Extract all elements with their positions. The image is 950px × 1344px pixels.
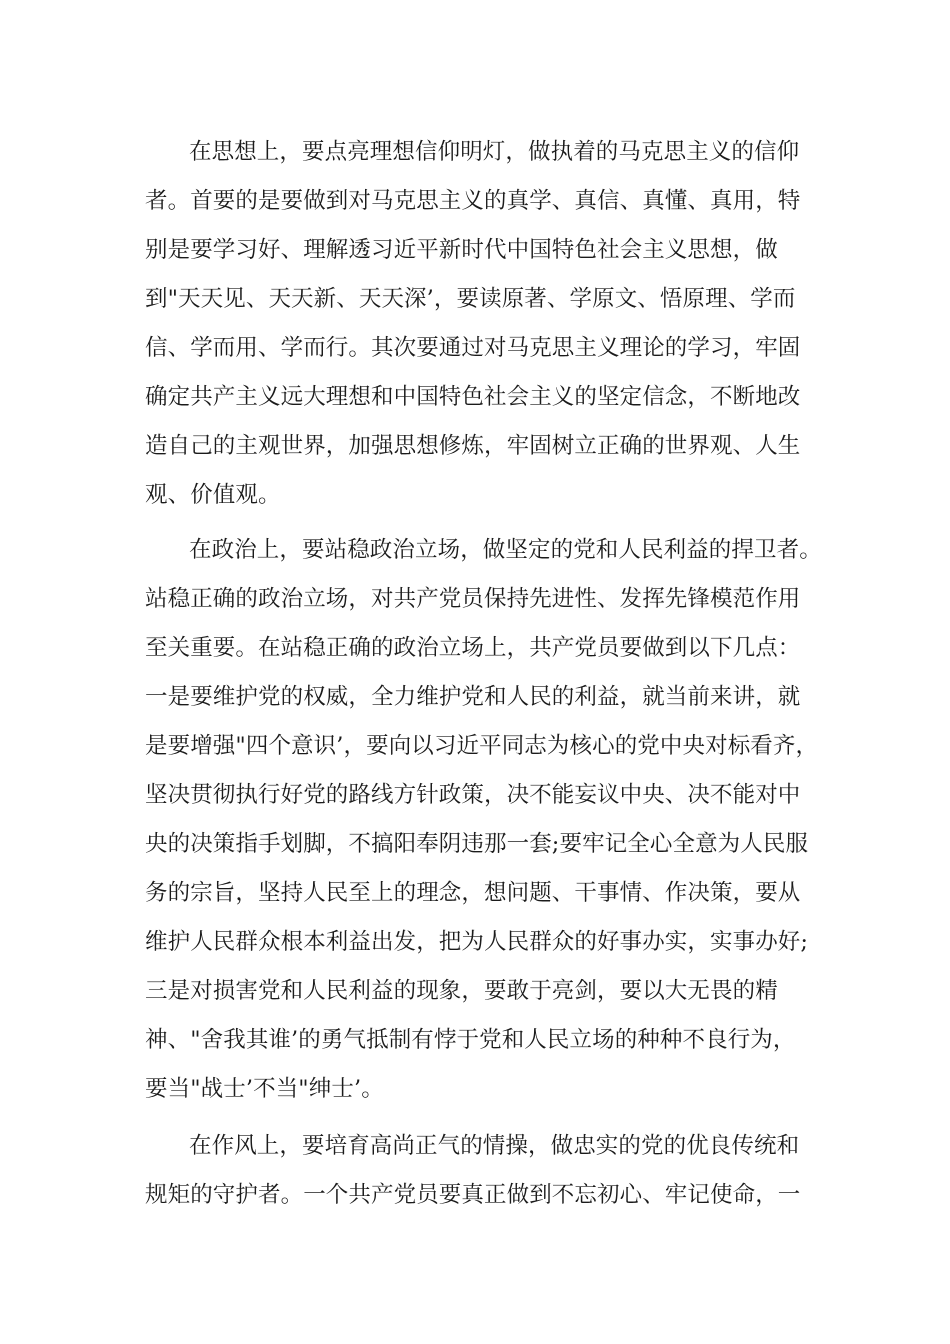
paragraph-2-line-8: 务的宗旨，坚持人民至上的理念，想问题、干事情、作决策，要从 [145, 880, 801, 906]
paragraph-3-line-1: 在作风上，要培育高尚正气的情操，做忠实的党的优良传统和 [189, 1133, 800, 1159]
paragraph-3-line-2: 规矩的守护者。一个共产党员要真正做到不忘初心、牢记使命，一 [145, 1182, 801, 1208]
paragraph-2-line-2: 站稳正确的政治立场，对共产党员保持先进性、发挥先锋模范作用 [145, 586, 801, 612]
paragraph-1-line-3: 别是要学习好、理解透习近平新时代中国特色社会主义思想，做 [145, 237, 778, 263]
paragraph-1-line-1: 在思想上，要点亮理想信仰明灯，做执着的马克思主义的信仰 [189, 139, 800, 165]
paragraph-2-line-10: 三是对损害党和人民利益的现象，要敢于亮剑，要以大无畏的精 [145, 978, 778, 1004]
paragraph-1-line-7: 造自己的主观世界，加强思想修炼，牢固树立正确的世界观、人生 [145, 433, 801, 459]
paragraph-1-line-6: 确定共产主义远大理想和中国特色社会主义的坚定信念，不断地改 [145, 384, 801, 410]
paragraph-1-line-4: 到"天天见、天天新、天天深’，要读原著、学原文、悟原理、学而 [145, 286, 796, 312]
paragraph-2-line-9: 维护人民群众根本利益出发，把为人民群众的好事办实，实事办好; [145, 929, 809, 955]
paragraph-2-line-7: 央的决策指手划脚，不搞阳奉阴违那一套;要牢记全心全意为人民服 [145, 831, 809, 857]
paragraph-2-line-11: 神、"舍我其谁’的勇气抵制有悖于党和人民立场的种种不良行为， [145, 1027, 796, 1053]
paragraph-1-line-2: 者。首要的是要做到对马克思主义的真学、真信、真懂、真用，特 [145, 188, 801, 214]
paragraph-2-line-4: 一是要维护党的权威，全力维护党和人民的利益，就当前来讲，就 [145, 684, 801, 710]
paragraph-2-line-5: 是要增强"四个意识’，要向以习近平同志为核心的党中央对标看齐， [145, 733, 819, 759]
paragraph-1-line-8: 观、价值观。 [145, 482, 281, 508]
paragraph-2-line-6: 坚决贯彻执行好党的路线方针政策，决不能妄议中央、决不能对中 [145, 782, 801, 808]
paragraph-2-line-3: 至关重要。在站稳正确的政治立场上，共产党员要做到以下几点： [145, 635, 801, 661]
paragraph-1-line-5: 信、学而用、学而行。其次要通过对马克思主义理论的学习，牢固 [145, 335, 801, 361]
paragraph-2-line-1: 在政治上，要站稳政治立场，做坚定的党和人民利益的捍卫者。 [189, 537, 822, 563]
paragraph-2-line-12: 要当"战士’不当"绅士’。 [145, 1076, 384, 1102]
